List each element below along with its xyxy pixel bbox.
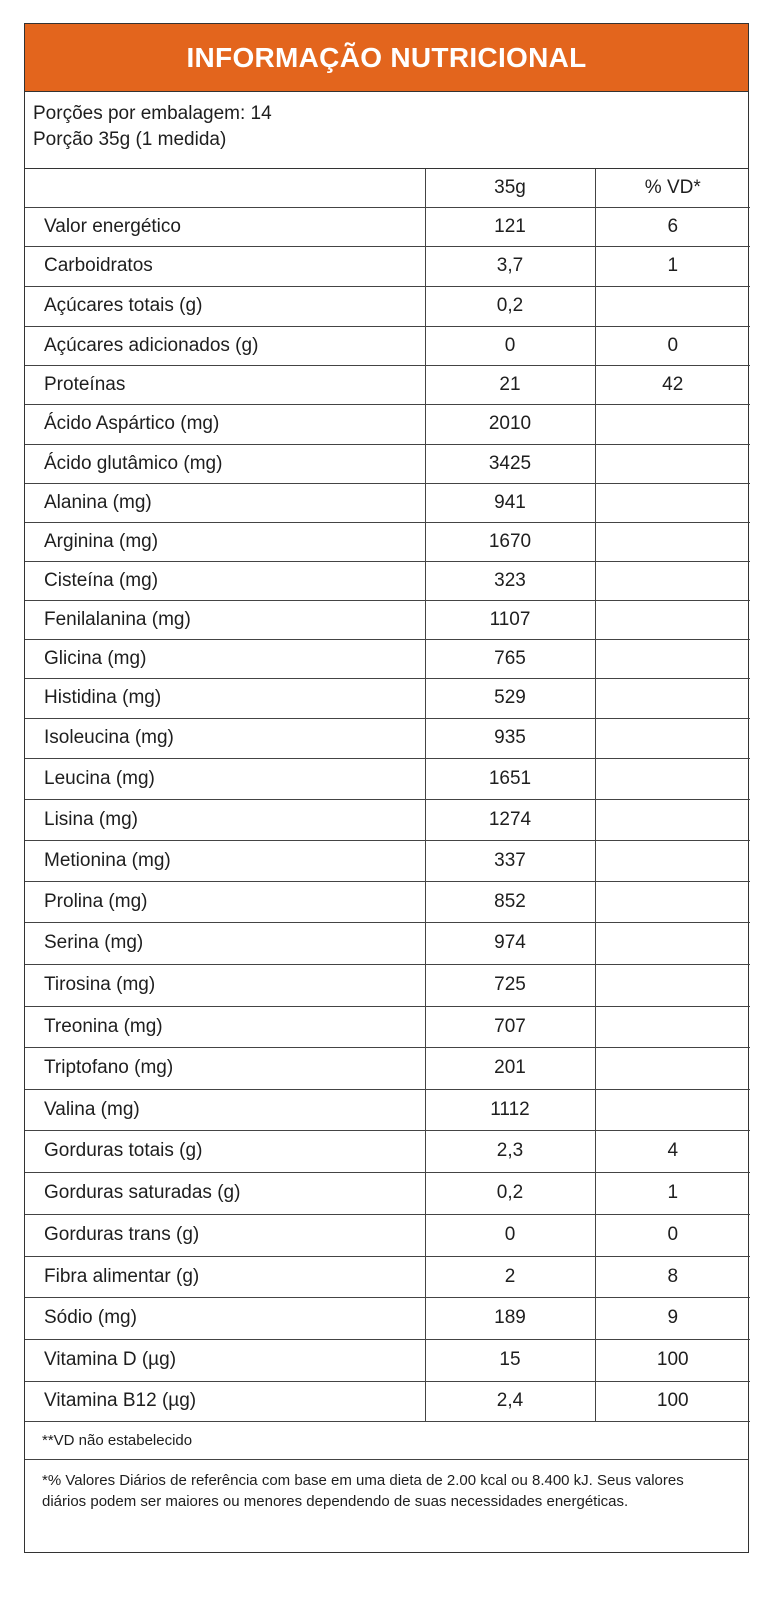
nutrient-amount: 337 bbox=[425, 840, 595, 881]
nutrient-amount: 189 bbox=[425, 1297, 595, 1339]
nutrient-dv bbox=[595, 483, 750, 522]
nutrient-amount: 1651 bbox=[425, 758, 595, 799]
nutrient-amount: 201 bbox=[425, 1047, 595, 1089]
nutrient-amount: 0 bbox=[425, 1214, 595, 1256]
nutrient-name: Vitamina D (µg) bbox=[25, 1339, 425, 1381]
nutrient-name: Carboidratos bbox=[25, 246, 425, 286]
table-row bbox=[25, 799, 750, 840]
table-row bbox=[25, 881, 750, 922]
table-row bbox=[25, 1006, 750, 1047]
nutrient-amount: 0 bbox=[425, 326, 595, 365]
nutrient-name: Triptofano (mg) bbox=[25, 1047, 425, 1089]
nutrient-dv: 1 bbox=[595, 246, 750, 286]
nutrient-name: Leucina (mg) bbox=[25, 758, 425, 799]
nutrient-amount: 3,7 bbox=[425, 246, 595, 286]
table-row bbox=[25, 207, 750, 246]
table-row bbox=[25, 286, 750, 326]
nutrient-name: Gorduras saturadas (g) bbox=[25, 1172, 425, 1214]
nutrient-amount: 707 bbox=[425, 1006, 595, 1047]
nutrient-name: Prolina (mg) bbox=[25, 881, 425, 922]
nutrient-dv bbox=[595, 1089, 750, 1130]
nutrient-dv bbox=[595, 404, 750, 444]
nutrient-name: Valor energético bbox=[25, 207, 425, 246]
nutrient-dv bbox=[595, 639, 750, 678]
nutrient-amount: 852 bbox=[425, 881, 595, 922]
nutrient-name: Alanina (mg) bbox=[25, 483, 425, 522]
nutrient-name: Fenilalanina (mg) bbox=[25, 600, 425, 639]
nutrient-dv: 42 bbox=[595, 365, 750, 404]
table-row bbox=[25, 1297, 750, 1339]
nutrient-dv: 8 bbox=[595, 1256, 750, 1297]
nutrient-name: Isoleucina (mg) bbox=[25, 718, 425, 758]
table-row bbox=[25, 1130, 750, 1172]
nutrient-name: Ácido glutâmico (mg) bbox=[25, 444, 425, 483]
nutrient-dv: 100 bbox=[595, 1381, 750, 1421]
nutrient-name: Valina (mg) bbox=[25, 1089, 425, 1130]
table-row bbox=[25, 1089, 750, 1130]
nutrient-name: Açúcares totais (g) bbox=[25, 286, 425, 326]
nutrient-name: Proteínas bbox=[25, 365, 425, 404]
nutrition-table bbox=[25, 169, 750, 1422]
nutrient-name: Gorduras trans (g) bbox=[25, 1214, 425, 1256]
nutrient-amount: 1670 bbox=[425, 522, 595, 561]
table-row bbox=[25, 758, 750, 799]
nutrient-amount: 2 bbox=[425, 1256, 595, 1297]
nutrient-amount: 529 bbox=[425, 678, 595, 718]
nutrient-amount: 15 bbox=[425, 1339, 595, 1381]
nutrient-amount: 935 bbox=[425, 718, 595, 758]
table-row bbox=[25, 964, 750, 1006]
table-row bbox=[25, 365, 750, 404]
table-row bbox=[25, 444, 750, 483]
table-row bbox=[25, 639, 750, 678]
nutrient-amount: 2,3 bbox=[425, 1130, 595, 1172]
nutrient-name: Glicina (mg) bbox=[25, 639, 425, 678]
serving-info bbox=[25, 92, 748, 169]
nutrient-name: Histidina (mg) bbox=[25, 678, 425, 718]
nutrient-dv bbox=[595, 718, 750, 758]
nutrient-dv bbox=[595, 758, 750, 799]
nutrient-name: Gorduras totais (g) bbox=[25, 1130, 425, 1172]
nutrient-name: Ácido Aspártico (mg) bbox=[25, 404, 425, 444]
table-row bbox=[25, 600, 750, 639]
nutrient-amount: 0,2 bbox=[425, 286, 595, 326]
footnote-daily-values: *% Valores Diários de referência com base em uma dieta de 2.00 kcal ou 8.400 kJ. Seus valores diários podem ser maiores ou menores dependendo de suas necessidades energéticas. bbox=[42, 1471, 684, 1510]
nutrient-amount: 323 bbox=[425, 561, 595, 600]
table-row bbox=[25, 561, 750, 600]
nutrient-dv bbox=[595, 964, 750, 1006]
table-row bbox=[25, 678, 750, 718]
nutrient-amount: 974 bbox=[425, 922, 595, 964]
nutrient-name: Serina (mg) bbox=[25, 922, 425, 964]
nutrient-amount: 1112 bbox=[425, 1089, 595, 1130]
nutrient-dv bbox=[595, 522, 750, 561]
nutrient-dv bbox=[595, 444, 750, 483]
nutrient-name: Metionina (mg) bbox=[25, 840, 425, 881]
table-row bbox=[25, 1172, 750, 1214]
serving-size: Porção 35g (1 medida) bbox=[33, 129, 227, 150]
table-row bbox=[25, 1256, 750, 1297]
column-header-name bbox=[25, 169, 425, 207]
table-row bbox=[25, 1214, 750, 1256]
table-row bbox=[25, 1339, 750, 1381]
nutrient-name: Sódio (mg) bbox=[25, 1297, 425, 1339]
nutrient-name: Treonina (mg) bbox=[25, 1006, 425, 1047]
table-row bbox=[25, 326, 750, 365]
nutrient-amount: 2,4 bbox=[425, 1381, 595, 1421]
nutrient-dv bbox=[595, 678, 750, 718]
footnote-not-established: **VD não estabelecido bbox=[25, 1422, 748, 1460]
label-title: INFORMAÇÃO NUTRICIONAL bbox=[25, 24, 748, 92]
nutrient-dv bbox=[595, 561, 750, 600]
nutrient-dv bbox=[595, 286, 750, 326]
nutrient-dv: 100 bbox=[595, 1339, 750, 1381]
nutrient-dv: 6 bbox=[595, 207, 750, 246]
table-row bbox=[25, 1381, 750, 1421]
nutrient-dv: 9 bbox=[595, 1297, 750, 1339]
nutrient-amount: 2010 bbox=[425, 404, 595, 444]
table-row bbox=[25, 522, 750, 561]
nutrient-name: Vitamina B12 (µg) bbox=[25, 1381, 425, 1421]
nutrient-dv: 4 bbox=[595, 1130, 750, 1172]
nutrient-dv bbox=[595, 1006, 750, 1047]
nutrient-name: Lisina (mg) bbox=[25, 799, 425, 840]
servings-per-package: Porções por embalagem: 14 bbox=[33, 103, 272, 124]
nutrient-dv bbox=[595, 922, 750, 964]
column-header-amount: 35g bbox=[425, 169, 595, 207]
nutrient-dv: 1 bbox=[595, 1172, 750, 1214]
table-row bbox=[25, 1047, 750, 1089]
nutrient-amount: 121 bbox=[425, 207, 595, 246]
nutrient-dv bbox=[595, 600, 750, 639]
column-header-dv: % VD* bbox=[595, 169, 750, 207]
nutrient-name: Arginina (mg) bbox=[25, 522, 425, 561]
nutrient-amount: 1107 bbox=[425, 600, 595, 639]
nutrient-dv bbox=[595, 1047, 750, 1089]
nutrition-facts-label bbox=[24, 23, 749, 1553]
table-row bbox=[25, 246, 750, 286]
table-row bbox=[25, 404, 750, 444]
nutrient-dv bbox=[595, 881, 750, 922]
nutrient-amount: 941 bbox=[425, 483, 595, 522]
nutrient-name: Açúcares adicionados (g) bbox=[25, 326, 425, 365]
table-row bbox=[25, 840, 750, 881]
table-row bbox=[25, 483, 750, 522]
nutrient-dv bbox=[595, 840, 750, 881]
table-row bbox=[25, 922, 750, 964]
table-header-row bbox=[25, 169, 750, 207]
nutrient-amount: 1274 bbox=[425, 799, 595, 840]
nutrient-amount: 21 bbox=[425, 365, 595, 404]
nutrient-name: Cisteína (mg) bbox=[25, 561, 425, 600]
nutrient-dv: 0 bbox=[595, 326, 750, 365]
table-row bbox=[25, 718, 750, 758]
nutrient-dv: 0 bbox=[595, 1214, 750, 1256]
nutrient-name: Fibra alimentar (g) bbox=[25, 1256, 425, 1297]
nutrient-amount: 3425 bbox=[425, 444, 595, 483]
nutrient-amount: 0,2 bbox=[425, 1172, 595, 1214]
nutrient-dv bbox=[595, 799, 750, 840]
nutrient-name: Tirosina (mg) bbox=[25, 964, 425, 1006]
nutrient-amount: 765 bbox=[425, 639, 595, 678]
nutrient-amount: 725 bbox=[425, 964, 595, 1006]
